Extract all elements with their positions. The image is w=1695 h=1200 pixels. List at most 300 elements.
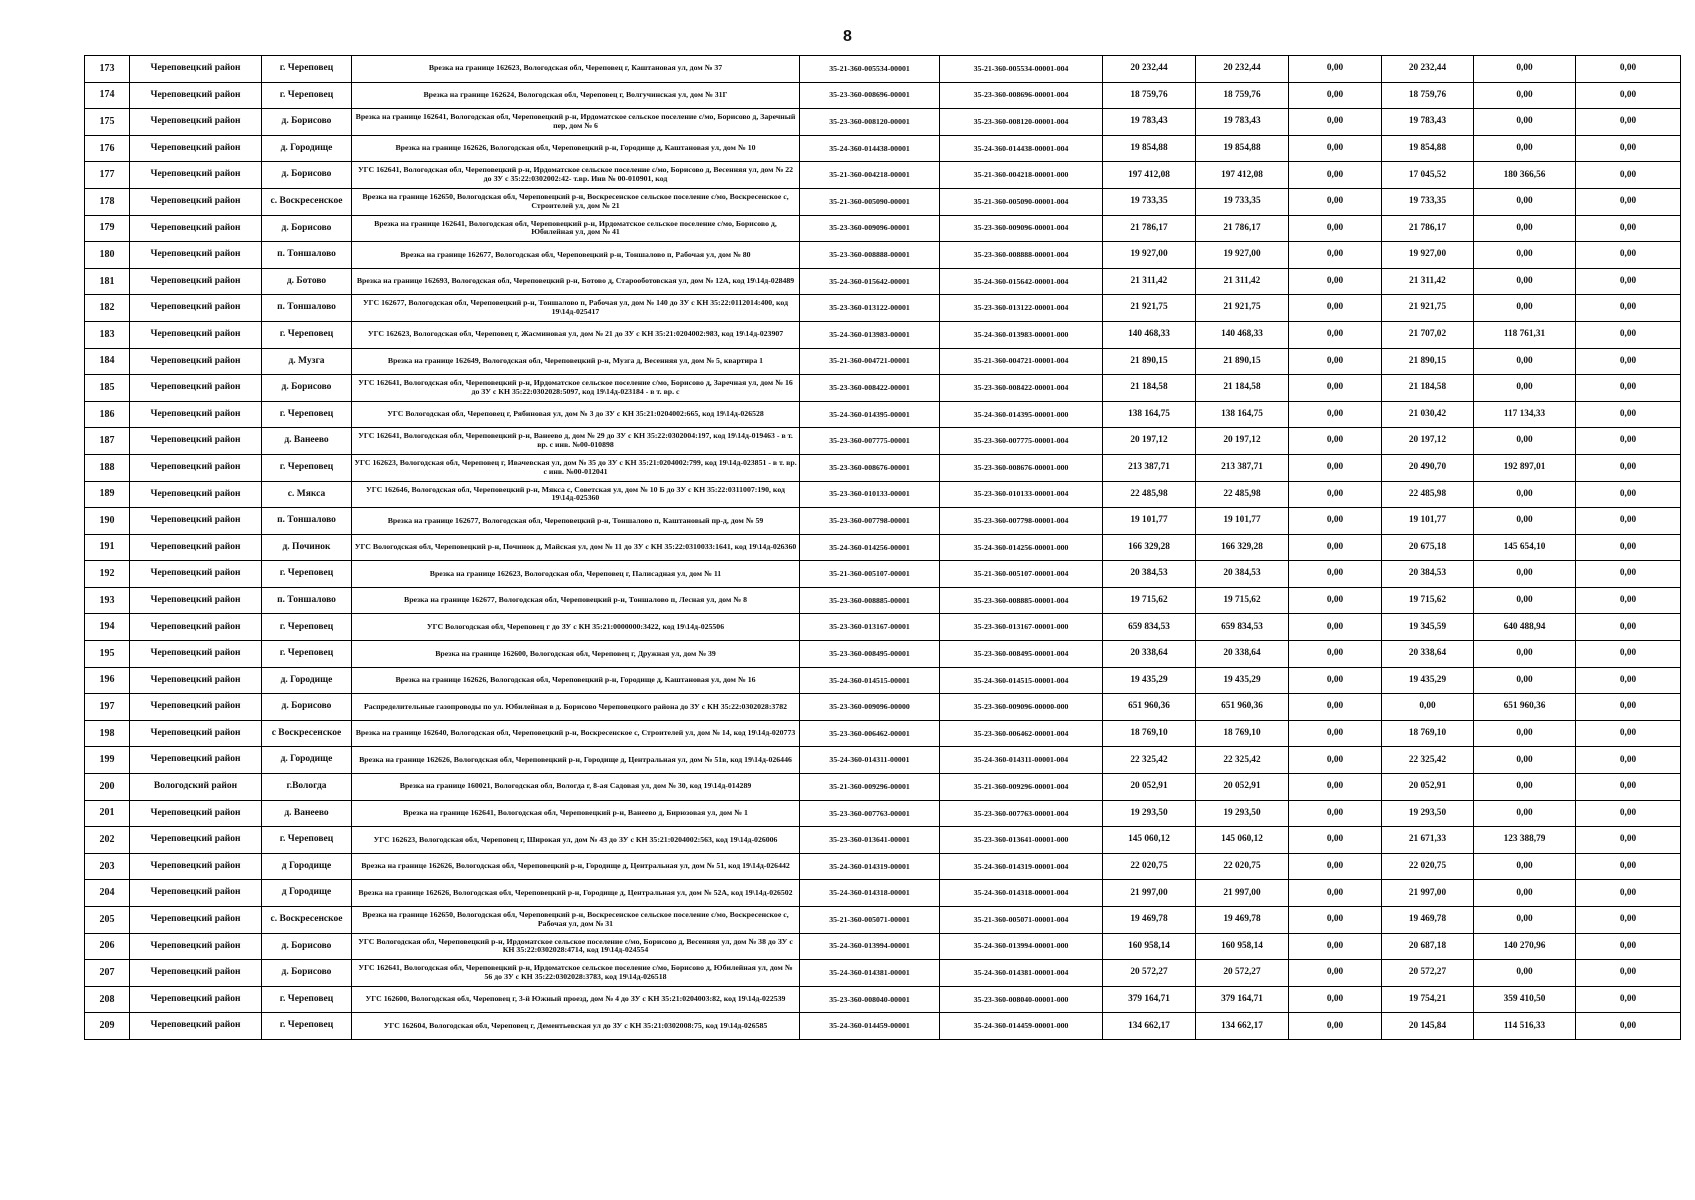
amount-1-cell: 140 468,33 <box>1103 321 1196 348</box>
amount-1-cell: 197 412,08 <box>1103 162 1196 189</box>
amount-3-cell: 0,00 <box>1289 348 1382 375</box>
amount-2-cell: 21 890,15 <box>1196 348 1289 375</box>
row-number-cell: 203 <box>85 853 130 880</box>
amount-3-cell: 0,00 <box>1289 428 1382 455</box>
amount-5-cell: 180 366,56 <box>1474 162 1576 189</box>
description-cell: УГС 162677, Вологодская обл, Череповецкий р-н, Тоншалово п, Рабочая ул, дом № 140 до ЗУ с КН 35:22:0112014:400, код 19\14д-025417 <box>352 295 800 322</box>
amount-1-cell: 19 435,29 <box>1103 667 1196 694</box>
amount-3-cell: 0,00 <box>1289 268 1382 295</box>
district-cell: Череповецкий район <box>130 481 262 508</box>
amount-3-cell: 0,00 <box>1289 454 1382 481</box>
district-cell: Череповецкий район <box>130 853 262 880</box>
amount-6-cell: 0,00 <box>1576 321 1681 348</box>
locality-cell: д. Ванеево <box>262 428 352 455</box>
inventory-code-cell: 35-23-360-008885-00001-004 <box>940 587 1103 614</box>
amount-6-cell: 0,00 <box>1576 215 1681 242</box>
amount-2-cell: 160 958,14 <box>1196 933 1289 960</box>
inventory-code-cell: 35-23-360-008495-00001-004 <box>940 641 1103 668</box>
amount-4-cell: 21 671,33 <box>1382 827 1474 854</box>
amount-2-cell: 21 997,00 <box>1196 880 1289 907</box>
table-row <box>85 295 1681 322</box>
object-code-cell: 35-21-360-005534-00001 <box>800 56 940 83</box>
amount-5-cell: 0,00 <box>1474 747 1576 774</box>
amount-1-cell: 160 958,14 <box>1103 933 1196 960</box>
table-body <box>85 56 1681 1040</box>
description-cell: УГС 162641, Вологодская обл, Череповецкий р-н, Ирдоматское сельское поселение с/мо, Борисово д, Заречная ул, дом № 16 до ЗУ с КН 35:22:0302028:5097, код 19\14д-023184 - в т. вр. с <box>352 375 800 402</box>
amount-4-cell: 19 927,00 <box>1382 242 1474 269</box>
amount-2-cell: 19 293,50 <box>1196 800 1289 827</box>
row-number-cell: 189 <box>85 481 130 508</box>
locality-cell: д. Городище <box>262 747 352 774</box>
amount-3-cell: 0,00 <box>1289 986 1382 1013</box>
description-cell: Врезка на границе 162626, Вологодская обл, Череповецкий р-н, Городище д, Центральная ул, дом № 51в, код 19\14д-026446 <box>352 747 800 774</box>
inventory-code-cell: 35-21-360-009296-00001-004 <box>940 774 1103 801</box>
table-row <box>85 827 1681 854</box>
inventory-code-cell: 35-24-360-014395-00001-000 <box>940 401 1103 428</box>
description-cell: Врезка на границе 162626, Вологодская обл, Череповецкий р-н, Городище д, Центральная ул, дом № 51, код 19\14д-026442 <box>352 853 800 880</box>
amount-5-cell: 651 960,36 <box>1474 694 1576 721</box>
amount-5-cell: 0,00 <box>1474 587 1576 614</box>
inventory-code-cell: 35-23-360-007775-00001-004 <box>940 428 1103 455</box>
amount-4-cell: 21 707,02 <box>1382 321 1474 348</box>
table-row <box>85 82 1681 109</box>
amount-3-cell: 0,00 <box>1289 295 1382 322</box>
row-number-cell: 184 <box>85 348 130 375</box>
amount-4-cell: 19 733,35 <box>1382 188 1474 215</box>
locality-cell: д. Борисово <box>262 960 352 987</box>
amount-4-cell: 19 715,62 <box>1382 587 1474 614</box>
district-cell: Череповецкий район <box>130 667 262 694</box>
locality-cell: г. Череповец <box>262 614 352 641</box>
description-cell: Врезка на границе 162677, Вологодская обл, Череповецкий р-н, Тоншалово п, Рабочая ул, дом № 80 <box>352 242 800 269</box>
amount-4-cell: 21 890,15 <box>1382 348 1474 375</box>
amount-5-cell: 117 134,33 <box>1474 401 1576 428</box>
inventory-code-cell: 35-23-360-010133-00001-004 <box>940 481 1103 508</box>
amount-2-cell: 21 184,58 <box>1196 375 1289 402</box>
description-cell: УГС 162600, Вологодская обл, Череповец г, 3-й Южный проезд, дом № 4 до ЗУ с КН 35:21:0204003:82, код 19\14д-022539 <box>352 986 800 1013</box>
description-cell: Распределительные газопроводы по ул. Юбилейная в д. Борисово Череповецкого района до ЗУ с КН 35:22:0302028:3782 <box>352 694 800 721</box>
locality-cell: п. Тоншалово <box>262 242 352 269</box>
amount-3-cell: 0,00 <box>1289 561 1382 588</box>
amount-1-cell: 22 020,75 <box>1103 853 1196 880</box>
inventory-code-cell: 35-21-360-005534-00001-004 <box>940 56 1103 83</box>
row-number-cell: 177 <box>85 162 130 189</box>
description-cell: УГС 162623, Вологодская обл, Череповец г, Ивачевская ул, дом № 35 до ЗУ с КН 35:21:0204002:799, код 19\14д-023851 - в т. вр. с инв. №00-012041 <box>352 454 800 481</box>
district-cell: Череповецкий район <box>130 587 262 614</box>
locality-cell: д. Борисово <box>262 109 352 136</box>
description-cell: Врезка на границе 162624, Вологодская обл, Череповец г, Волгучинская ул, дом № 31Г <box>352 82 800 109</box>
description-cell: УГС 162641, Вологодская обл, Череповецкий р-н, Ванеево д, дом № 29 до ЗУ с КН 35:22:0302004:197, код 19\14д-019463 - в т. вр. с инв. №00-010898 <box>352 428 800 455</box>
amount-1-cell: 379 164,71 <box>1103 986 1196 1013</box>
amount-1-cell: 21 184,58 <box>1103 375 1196 402</box>
amount-6-cell: 0,00 <box>1576 880 1681 907</box>
amount-5-cell: 359 410,50 <box>1474 986 1576 1013</box>
amount-1-cell: 19 783,43 <box>1103 109 1196 136</box>
inventory-code-cell: 35-24-360-014381-00001-004 <box>940 960 1103 987</box>
amount-2-cell: 19 715,62 <box>1196 587 1289 614</box>
row-number-cell: 188 <box>85 454 130 481</box>
amount-6-cell: 0,00 <box>1576 348 1681 375</box>
object-code-cell: 35-21-360-005090-00001 <box>800 188 940 215</box>
amount-2-cell: 379 164,71 <box>1196 986 1289 1013</box>
amount-1-cell: 18 769,10 <box>1103 720 1196 747</box>
amount-5-cell: 0,00 <box>1474 428 1576 455</box>
description-cell: Врезка на границе 162677, Вологодская обл, Череповецкий р-н, Тоншалово п, Лесная ул, дом № 8 <box>352 587 800 614</box>
row-number-cell: 194 <box>85 614 130 641</box>
inventory-code-cell: 35-24-360-014318-00001-004 <box>940 880 1103 907</box>
amount-2-cell: 21 921,75 <box>1196 295 1289 322</box>
amount-3-cell: 0,00 <box>1289 641 1382 668</box>
inventory-code-cell: 35-21-360-005071-00001-004 <box>940 907 1103 934</box>
amount-5-cell: 0,00 <box>1474 667 1576 694</box>
amount-2-cell: 21 311,42 <box>1196 268 1289 295</box>
table-row <box>85 641 1681 668</box>
amount-1-cell: 21 311,42 <box>1103 268 1196 295</box>
row-number-cell: 182 <box>85 295 130 322</box>
amount-6-cell: 0,00 <box>1576 242 1681 269</box>
object-code-cell: 35-23-360-013641-00001 <box>800 827 940 854</box>
description-cell: Врезка на границе 162623, Вологодская обл, Череповец г, Каштановая ул, дом № 37 <box>352 56 800 83</box>
table-row <box>85 188 1681 215</box>
table-row <box>85 481 1681 508</box>
locality-cell: г. Череповец <box>262 321 352 348</box>
object-code-cell: 35-21-360-009296-00001 <box>800 774 940 801</box>
table-row <box>85 800 1681 827</box>
amount-6-cell: 0,00 <box>1576 800 1681 827</box>
amount-4-cell: 20 384,53 <box>1382 561 1474 588</box>
table-row <box>85 56 1681 83</box>
object-code-cell: 35-23-360-006462-00001 <box>800 720 940 747</box>
amount-5-cell: 0,00 <box>1474 82 1576 109</box>
amount-4-cell: 20 572,27 <box>1382 960 1474 987</box>
locality-cell: п. Тоншалово <box>262 587 352 614</box>
amount-1-cell: 21 786,17 <box>1103 215 1196 242</box>
amount-4-cell: 21 786,17 <box>1382 215 1474 242</box>
table-row <box>85 348 1681 375</box>
district-cell: Череповецкий район <box>130 907 262 934</box>
amount-4-cell: 19 754,21 <box>1382 986 1474 1013</box>
amount-5-cell: 0,00 <box>1474 481 1576 508</box>
table-row <box>85 747 1681 774</box>
amount-6-cell: 0,00 <box>1576 986 1681 1013</box>
amount-5-cell: 0,00 <box>1474 215 1576 242</box>
table-row <box>85 135 1681 162</box>
amount-4-cell: 18 769,10 <box>1382 720 1474 747</box>
amount-6-cell: 0,00 <box>1576 375 1681 402</box>
object-code-cell: 35-24-360-014311-00001 <box>800 747 940 774</box>
amount-5-cell: 118 761,31 <box>1474 321 1576 348</box>
amount-6-cell: 0,00 <box>1576 561 1681 588</box>
description-cell: Врезка на границе 162641, Вологодская обл, Череповецкий р-н, Ирдоматское сельское поселение с/мо, Борисово д, Заречный пер, дом № 6 <box>352 109 800 136</box>
row-number-cell: 201 <box>85 800 130 827</box>
row-number-cell: 204 <box>85 880 130 907</box>
locality-cell: г. Череповец <box>262 82 352 109</box>
row-number-cell: 207 <box>85 960 130 987</box>
object-code-cell: 35-24-360-014515-00001 <box>800 667 940 694</box>
amount-2-cell: 22 485,98 <box>1196 481 1289 508</box>
object-code-cell: 35-23-360-007798-00001 <box>800 508 940 535</box>
amount-4-cell: 18 759,76 <box>1382 82 1474 109</box>
amount-6-cell: 0,00 <box>1576 907 1681 934</box>
amount-3-cell: 0,00 <box>1289 135 1382 162</box>
amount-1-cell: 21 890,15 <box>1103 348 1196 375</box>
description-cell: УГС 162641, Вологодская обл, Череповецкий р-н, Ирдоматское сельское поселение с/мо, Борисово д, Весенняя ул, дом № 22 до ЗУ с 35:22:0302002:42- т.вр. Инв № 00-010901, код <box>352 162 800 189</box>
district-cell: Череповецкий район <box>130 694 262 721</box>
register-table <box>84 55 1681 1040</box>
amount-4-cell: 20 232,44 <box>1382 56 1474 83</box>
amount-3-cell: 0,00 <box>1289 587 1382 614</box>
amount-6-cell: 0,00 <box>1576 109 1681 136</box>
amount-2-cell: 19 435,29 <box>1196 667 1289 694</box>
amount-3-cell: 0,00 <box>1289 56 1382 83</box>
locality-cell: г. Череповец <box>262 827 352 854</box>
row-number-cell: 205 <box>85 907 130 934</box>
amount-5-cell: 0,00 <box>1474 853 1576 880</box>
locality-cell: д. Борисово <box>262 375 352 402</box>
table-row <box>85 853 1681 880</box>
amount-5-cell: 0,00 <box>1474 56 1576 83</box>
object-code-cell: 35-24-360-013994-00001 <box>800 933 940 960</box>
description-cell: УГС 162623, Вологодская обл, Череповец г, Широкая ул, дом № 43 до ЗУ с КН 35:21:0204002:563, код 19\14д-026006 <box>352 827 800 854</box>
row-number-cell: 192 <box>85 561 130 588</box>
object-code-cell: 35-24-360-014381-00001 <box>800 960 940 987</box>
locality-cell: п. Тоншалово <box>262 508 352 535</box>
row-number-cell: 175 <box>85 109 130 136</box>
table-row <box>85 720 1681 747</box>
object-code-cell: 35-23-360-013167-00001 <box>800 614 940 641</box>
object-code-cell: 35-21-360-004721-00001 <box>800 348 940 375</box>
district-cell: Череповецкий район <box>130 295 262 322</box>
description-cell: УГС Вологодская обл, Череповецкий р-н, Ирдоматское сельское поселение с/мо, Борисово д, Весенняя ул, дом № 38 до ЗУ с КН 35:22:0302028:4714, код 19\14д-024554 <box>352 933 800 960</box>
district-cell: Череповецкий район <box>130 348 262 375</box>
amount-1-cell: 21 997,00 <box>1103 880 1196 907</box>
inventory-code-cell: 35-21-360-004218-00001-000 <box>940 162 1103 189</box>
row-number-cell: 173 <box>85 56 130 83</box>
amount-2-cell: 18 759,76 <box>1196 82 1289 109</box>
amount-6-cell: 0,00 <box>1576 56 1681 83</box>
amount-3-cell: 0,00 <box>1289 188 1382 215</box>
description-cell: Врезка на границе 162650, Вологодская обл, Череповецкий р-н, Воскресенское сельское поселение с/мо, Воскресенское с, Строителей ул, дом № 21 <box>352 188 800 215</box>
object-code-cell: 35-24-360-014459-00001 <box>800 1013 940 1040</box>
inventory-code-cell: 35-23-360-008120-00001-004 <box>940 109 1103 136</box>
row-number-cell: 183 <box>85 321 130 348</box>
row-number-cell: 193 <box>85 587 130 614</box>
district-cell: Череповецкий район <box>130 508 262 535</box>
amount-2-cell: 19 733,35 <box>1196 188 1289 215</box>
amount-3-cell: 0,00 <box>1289 162 1382 189</box>
description-cell: УГС 162646, Вологодская обл, Череповецкий р-н, Мякса с, Советская ул, дом № 10 Б до ЗУ с КН 35:22:0311007:190, код 19\14д-025360 <box>352 481 800 508</box>
inventory-code-cell: 35-23-360-006462-00001-004 <box>940 720 1103 747</box>
amount-5-cell: 0,00 <box>1474 268 1576 295</box>
amount-3-cell: 0,00 <box>1289 960 1382 987</box>
inventory-code-cell: 35-24-360-014515-00001-004 <box>940 667 1103 694</box>
row-number-cell: 190 <box>85 508 130 535</box>
table-row <box>85 561 1681 588</box>
amount-1-cell: 651 960,36 <box>1103 694 1196 721</box>
amount-4-cell: 21 184,58 <box>1382 375 1474 402</box>
object-code-cell: 35-24-360-014319-00001 <box>800 853 940 880</box>
row-number-cell: 200 <box>85 774 130 801</box>
inventory-code-cell: 35-23-360-007798-00001-004 <box>940 508 1103 535</box>
district-cell: Череповецкий район <box>130 321 262 348</box>
amount-3-cell: 0,00 <box>1289 401 1382 428</box>
description-cell: Врезка на границе 162626, Вологодская обл, Череповецкий р-н, Городище д, Каштановая ул, дом № 16 <box>352 667 800 694</box>
amount-4-cell: 19 435,29 <box>1382 667 1474 694</box>
amount-4-cell: 20 490,70 <box>1382 454 1474 481</box>
amount-6-cell: 0,00 <box>1576 747 1681 774</box>
amount-2-cell: 20 052,91 <box>1196 774 1289 801</box>
amount-2-cell: 166 329,28 <box>1196 534 1289 561</box>
description-cell: Врезка на границе 162600, Вологодская обл, Череповец г, Дружная ул, дом № 39 <box>352 641 800 668</box>
row-number-cell: 186 <box>85 401 130 428</box>
district-cell: Череповецкий район <box>130 960 262 987</box>
locality-cell: г. Череповец <box>262 401 352 428</box>
amount-3-cell: 0,00 <box>1289 853 1382 880</box>
amount-5-cell: 0,00 <box>1474 720 1576 747</box>
description-cell: УГС 162623, Вологодская обл, Череповец г, Жасминовая ул, дом № 21 до ЗУ с КН 35:21:0204002:983, код 19\14д-023907 <box>352 321 800 348</box>
row-number-cell: 199 <box>85 747 130 774</box>
description-cell: УГС Вологодская обл, Череповец г до ЗУ с КН 35:21:0000000:3422, код 19\14д-025506 <box>352 614 800 641</box>
row-number-cell: 185 <box>85 375 130 402</box>
row-number-cell: 206 <box>85 933 130 960</box>
inventory-code-cell: 35-23-360-008676-00001-000 <box>940 454 1103 481</box>
amount-1-cell: 21 921,75 <box>1103 295 1196 322</box>
amount-6-cell: 0,00 <box>1576 508 1681 535</box>
amount-6-cell: 0,00 <box>1576 960 1681 987</box>
amount-3-cell: 0,00 <box>1289 481 1382 508</box>
amount-1-cell: 134 662,17 <box>1103 1013 1196 1040</box>
inventory-code-cell: 35-23-360-009096-00000-000 <box>940 694 1103 721</box>
locality-cell: д. Городище <box>262 135 352 162</box>
locality-cell: д. Починок <box>262 534 352 561</box>
amount-6-cell: 0,00 <box>1576 82 1681 109</box>
inventory-code-cell: 35-24-360-013983-00001-000 <box>940 321 1103 348</box>
object-code-cell: 35-24-360-015642-00001 <box>800 268 940 295</box>
table-row <box>85 960 1681 987</box>
inventory-code-cell: 35-23-360-008696-00001-004 <box>940 82 1103 109</box>
object-code-cell: 35-24-360-014438-00001 <box>800 135 940 162</box>
locality-cell: д. Ванеево <box>262 800 352 827</box>
inventory-code-cell: 35-23-360-008422-00001-004 <box>940 375 1103 402</box>
locality-cell: с. Воскресенское <box>262 188 352 215</box>
amount-1-cell: 22 485,98 <box>1103 481 1196 508</box>
district-cell: Череповецкий район <box>130 454 262 481</box>
table-row <box>85 534 1681 561</box>
amount-3-cell: 0,00 <box>1289 747 1382 774</box>
locality-cell: г. Череповец <box>262 561 352 588</box>
district-cell: Череповецкий район <box>130 747 262 774</box>
amount-3-cell: 0,00 <box>1289 907 1382 934</box>
description-cell: Врезка на границе 162693, Вологодская обл, Череповецкий р-н, Ботово д, Старооботовская ул, дом № 12А, код 19\14д-028489 <box>352 268 800 295</box>
amount-2-cell: 20 572,27 <box>1196 960 1289 987</box>
district-cell: Череповецкий район <box>130 986 262 1013</box>
amount-6-cell: 0,00 <box>1576 774 1681 801</box>
amount-3-cell: 0,00 <box>1289 1013 1382 1040</box>
row-number-cell: 181 <box>85 268 130 295</box>
amount-2-cell: 140 468,33 <box>1196 321 1289 348</box>
district-cell: Череповецкий район <box>130 162 262 189</box>
amount-3-cell: 0,00 <box>1289 242 1382 269</box>
amount-2-cell: 138 164,75 <box>1196 401 1289 428</box>
description-cell: Врезка на границе 162623, Вологодская обл, Череповец г, Палисадная ул, дом № 11 <box>352 561 800 588</box>
locality-cell: д. Борисово <box>262 694 352 721</box>
amount-2-cell: 20 197,12 <box>1196 428 1289 455</box>
amount-3-cell: 0,00 <box>1289 534 1382 561</box>
amount-6-cell: 0,00 <box>1576 1013 1681 1040</box>
inventory-code-cell: 35-21-360-004721-00001-004 <box>940 348 1103 375</box>
amount-4-cell: 20 675,18 <box>1382 534 1474 561</box>
amount-4-cell: 21 997,00 <box>1382 880 1474 907</box>
table-row <box>85 508 1681 535</box>
amount-6-cell: 0,00 <box>1576 268 1681 295</box>
amount-2-cell: 19 101,77 <box>1196 508 1289 535</box>
description-cell: Врезка на границе 162677, Вологодская обл, Череповецкий р-н, Тоншалово п, Каштановый пр-д, дом № 59 <box>352 508 800 535</box>
row-number-cell: 208 <box>85 986 130 1013</box>
district-cell: Череповецкий район <box>130 720 262 747</box>
amount-3-cell: 0,00 <box>1289 321 1382 348</box>
amount-1-cell: 22 325,42 <box>1103 747 1196 774</box>
amount-4-cell: 0,00 <box>1382 694 1474 721</box>
amount-6-cell: 0,00 <box>1576 428 1681 455</box>
amount-3-cell: 0,00 <box>1289 614 1382 641</box>
amount-1-cell: 20 197,12 <box>1103 428 1196 455</box>
district-cell: Череповецкий район <box>130 561 262 588</box>
district-cell: Череповецкий район <box>130 135 262 162</box>
table-row <box>85 774 1681 801</box>
locality-cell: д. Городище <box>262 667 352 694</box>
locality-cell: г. Череповец <box>262 56 352 83</box>
locality-cell: с Воскресенское <box>262 720 352 747</box>
amount-3-cell: 0,00 <box>1289 880 1382 907</box>
amount-6-cell: 0,00 <box>1576 694 1681 721</box>
object-code-cell: 35-24-360-014395-00001 <box>800 401 940 428</box>
row-number-cell: 198 <box>85 720 130 747</box>
amount-2-cell: 22 020,75 <box>1196 853 1289 880</box>
table-row <box>85 933 1681 960</box>
description-cell: Врезка на границе 162626, Вологодская обл, Череповецкий р-н, Городище д, Каштановая ул, дом № 10 <box>352 135 800 162</box>
table-row <box>85 242 1681 269</box>
amount-1-cell: 20 232,44 <box>1103 56 1196 83</box>
object-code-cell: 35-23-360-007763-00001 <box>800 800 940 827</box>
amount-6-cell: 0,00 <box>1576 667 1681 694</box>
row-number-cell: 195 <box>85 641 130 668</box>
amount-6-cell: 0,00 <box>1576 933 1681 960</box>
table-row <box>85 268 1681 295</box>
object-code-cell: 35-24-360-013983-00001 <box>800 321 940 348</box>
object-code-cell: 35-23-360-009096-00001 <box>800 215 940 242</box>
inventory-code-cell: 35-23-360-008040-00001-000 <box>940 986 1103 1013</box>
district-cell: Вологодский район <box>130 774 262 801</box>
amount-1-cell: 138 164,75 <box>1103 401 1196 428</box>
inventory-code-cell: 35-21-360-005107-00001-004 <box>940 561 1103 588</box>
amount-1-cell: 166 329,28 <box>1103 534 1196 561</box>
row-number-cell: 180 <box>85 242 130 269</box>
object-code-cell: 35-23-360-007775-00001 <box>800 428 940 455</box>
amount-5-cell: 0,00 <box>1474 561 1576 588</box>
inventory-code-cell: 35-24-360-014319-00001-004 <box>940 853 1103 880</box>
amount-6-cell: 0,00 <box>1576 827 1681 854</box>
table-row <box>85 321 1681 348</box>
amount-6-cell: 0,00 <box>1576 614 1681 641</box>
table-row <box>85 454 1681 481</box>
object-code-cell: 35-23-360-008885-00001 <box>800 587 940 614</box>
description-cell: Врезка на границе 162641, Вологодская обл, Череповецкий р-н, Ванеево д, Бирюзовая ул, дом № 1 <box>352 800 800 827</box>
amount-1-cell: 19 854,88 <box>1103 135 1196 162</box>
description-cell: УГС Вологодская обл, Череповец г, Рябиновая ул, дом № 3 до ЗУ с КН 35:21:0204002:665, код 19\14д-026528 <box>352 401 800 428</box>
locality-cell: д Городище <box>262 853 352 880</box>
inventory-code-cell: 35-21-360-005090-00001-004 <box>940 188 1103 215</box>
object-code-cell: 35-23-360-008422-00001 <box>800 375 940 402</box>
